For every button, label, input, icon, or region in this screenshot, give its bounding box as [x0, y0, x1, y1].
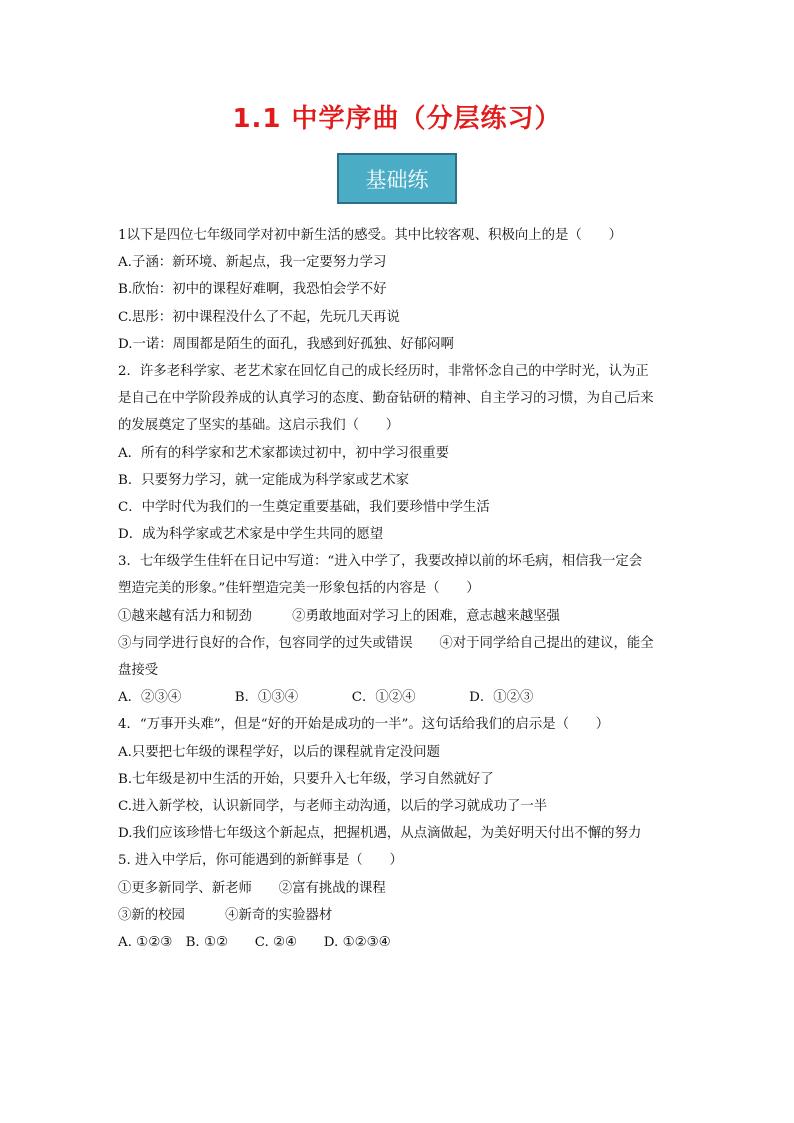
q1-stem: 1以下是四位七年级同学对初中新生活的感受。其中比较客观、积极向上的是（ ）: [118, 228, 622, 243]
q2-stem-line-2: 是自己在中学阶段养成的认真学习的态度、勤奋钻研的精神、自主学习的习惯，为自己后来: [118, 391, 654, 407]
q3-statements-line-1: ①越来越有活力和韧劲 ②勇敢地面对学习上的困难，意志越来越坚强: [118, 608, 560, 624]
q3-stem-line-2: 塑造完美的形象。”佳轩塑造完美一形象包括的内容是（ ）: [118, 581, 480, 597]
question-list: [118, 222, 680, 956]
q4-option-d: D.我们应该珍惜七年级这个新起点，把握机遇，从点滴做起，为美好明天付出不懈的努力: [118, 826, 642, 842]
q2-option-b: B．只要努力学习，就一定能成为科学家或艺术家: [118, 472, 410, 488]
q2-option-c: C．中学时代为我们的一生奠定重要基础，我们要珍惜中学生活: [118, 499, 490, 515]
q3-options: A．②③④ B．①③④ C．①②④ D．①②③: [118, 690, 534, 706]
q5-options: A. ①②③ B. ①② C. ②④ D. ①②③④: [118, 934, 391, 950]
q4-option-b: B.七年级是初中生活的开始，只要升入七年级，学习自然就好了: [118, 771, 494, 787]
q1-option-c: C.思彤：初中课程没什么了不起，先玩几天再说: [118, 309, 400, 325]
q5-statements-line-1: ①更多新同学、新老师 ②富有挑战的课程: [118, 880, 386, 896]
q2-stem-line-1: 2．许多老科学家、老艺术家在回忆自己的成长经历时，非常怀念自己的中学时光，认为正: [118, 363, 649, 379]
q2-option-a: A．所有的科学家和艺术家都读过初中，初中学习很重要: [118, 445, 450, 461]
q4-option-c: C.进入新学校，认识新同学，与老师主动沟通，以后的学习就成功了一半: [118, 798, 548, 814]
section-label: 基础练: [365, 167, 429, 192]
q2-option-d: D．成为科学家或艺术家是中学生共同的愿望: [118, 527, 384, 543]
page-title: 1.1 中学序曲（分层练习）: [232, 104, 562, 134]
section-badge: [337, 153, 457, 204]
q3-stem-line-1: 3．七年级学生佳轩在日记中写道：“进入中学了，我要改掉以前的坏毛病，相信我一定会: [118, 554, 643, 570]
q1-option-b: B.欣怡：初中的课程好难啊，我恐怕会学不好: [118, 282, 387, 298]
q1-option-a: A.子涵：新环境、新起点，我一定要努力学习: [118, 255, 387, 271]
q3-statements-line-2: ③与同学进行良好的合作，包容同学的过失或错误 ④对于同学给自己提出的建议，能全: [118, 635, 654, 651]
q4-option-a: A.只要把七年级的课程学好，以后的课程就肯定没问题: [118, 744, 440, 760]
q1-option-d: D.一诺：周围都是陌生的面孔，我感到好孤独、好郁闷啊: [118, 336, 454, 352]
q5-statements-line-2: ③新的校园 ④新奇的实验器材: [118, 907, 333, 923]
q3-statements-line-3: 盘接受: [118, 663, 159, 678]
q5-stem: 5. 进入中学后，你可能遇到的新鲜事是（ ）: [118, 853, 403, 869]
q4-stem: 4．“万事开头难”，但是“好的开始是成功的一半”。这句话给我们的启示是（ ）: [118, 717, 610, 733]
q2-stem-line-3: 的发展奠定了坚实的基础。这启示我们（ ）: [118, 418, 400, 434]
